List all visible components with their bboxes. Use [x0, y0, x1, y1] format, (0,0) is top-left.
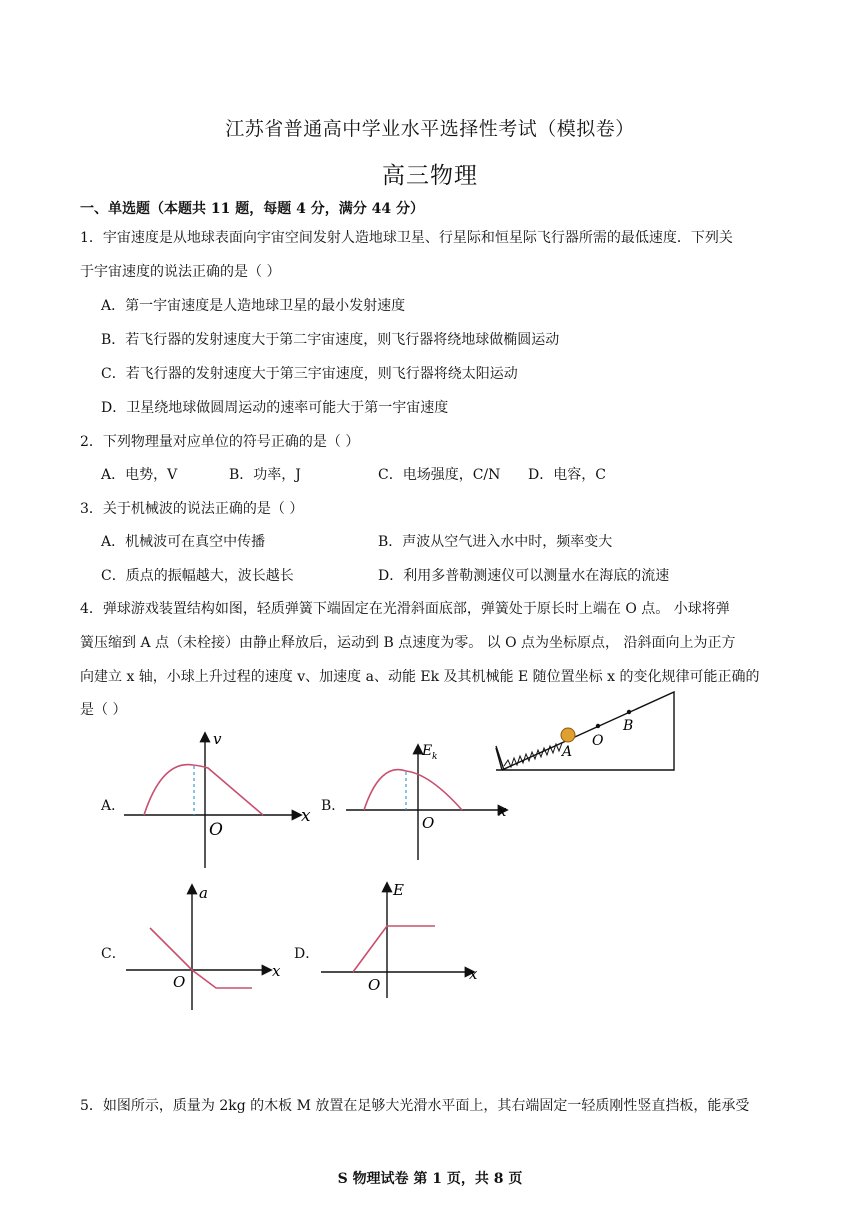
- point-o-dot: [596, 724, 600, 728]
- q4-stem-line3: 向建立 x 轴，小球上升过程的速度 v、加速度 a、动能 Ek 及其机械能 E 随位置坐标 x 的变化规律可能正确的: [80, 669, 760, 685]
- q3-option-a: A．机械波可在真空中传播: [101, 534, 266, 550]
- x-label: x: [301, 806, 311, 826]
- energy-line: [353, 926, 435, 972]
- label-o: O: [592, 733, 604, 749]
- point-b-dot: [627, 710, 631, 714]
- x-label: x: [272, 962, 281, 980]
- q3-option-b: B．声波从空气进入水中时，频率变大: [378, 534, 613, 550]
- exam-title: 江苏省普通高中学业水平选择性考试（模拟卷）: [225, 118, 635, 140]
- q4-option-a-label: A．: [101, 798, 126, 814]
- origin-label: O: [368, 976, 381, 994]
- y-label: a: [199, 884, 208, 902]
- q4-option-b-label: B．: [321, 798, 346, 814]
- label-a: A: [562, 744, 573, 760]
- q1-option-d: D．卫星绕地球做圆周运动的速率可能大于第一宇宙速度: [101, 400, 449, 416]
- q3-option-c: C．质点的振幅越大，波长越长: [101, 568, 294, 584]
- graph-d: [315, 878, 483, 1000]
- graph-a: [118, 728, 314, 870]
- x-label: x: [498, 802, 507, 820]
- q4-stem-line2: 簧压缩到 A 点（未栓接）由静止释放后，运动到 B 点速度为零。 以 O 点为坐标原点， 沿斜面向上为正方: [80, 635, 736, 651]
- graph-c: [120, 880, 282, 1014]
- page-footer: S 物理试卷 第 1 页，共 8 页: [337, 1171, 523, 1187]
- origin-label: O: [209, 820, 223, 840]
- q1-option-c: C．若飞行器的发射速度大于第三宇宙速度，则飞行器将绕太阳运动: [101, 366, 518, 382]
- q1-stem-line1: 1．宇宙速度是从地球表面向宇宙空间发射人造地球卫星、行星际和恒星际飞行器所需的最低速度．下列关: [80, 230, 733, 246]
- velocity-curve: [144, 765, 263, 815]
- q2-option-d: D．电容，C: [528, 467, 606, 483]
- q4-stem-line1: 4．弹球游戏装置结构如图，轻质弹簧下端固定在光滑斜面底部，弹簧处于原长时上端在 O 点。 小球将弹: [80, 601, 730, 617]
- y-label: E: [393, 881, 404, 899]
- q4-stem-line4: 是（ ）: [80, 702, 127, 718]
- q1-option-a: A．第一宇宙速度是人造地球卫星的最小发射速度: [101, 298, 406, 314]
- q3-option-d: D．利用多普勒测速仪可以测量水在海底的流速: [378, 568, 670, 584]
- ek-curve: [364, 770, 462, 810]
- q5-stem-line1: 5．如图所示，质量为 2kg 的木板 M 放置在足够大光滑水平面上，其右端固定一轻质刚性竖直挡板，能承受: [80, 1098, 750, 1114]
- q3-stem: 3．关于机械波的说法正确的是（ ）: [80, 501, 304, 517]
- section-heading: 一、单选题（本题共 11 题，每题 4 分，满分 44 分）: [80, 201, 424, 217]
- q4-option-d-label: D．: [294, 946, 320, 962]
- q1-option-b: B．若飞行器的发射速度大于第二宇宙速度，则飞行器将绕地球做椭圆运动: [101, 332, 560, 348]
- q2-option-b: B．功率，J: [229, 467, 301, 483]
- exam-subtitle: 高三物理: [382, 163, 478, 189]
- ball: [561, 728, 575, 742]
- origin-label: O: [173, 973, 186, 991]
- q2-stem: 2．下列物理量对应单位的符号正确的是（ ）: [80, 434, 360, 450]
- x-label: x: [469, 965, 478, 983]
- origin-label: O: [422, 814, 435, 832]
- incline-figure: [492, 688, 682, 776]
- graph-b: [340, 740, 516, 862]
- q2-option-c: C．电场强度，C/N: [378, 467, 501, 483]
- q4-option-c-label: C．: [101, 946, 126, 962]
- y-label: E: [422, 743, 433, 759]
- acceleration-line: [150, 928, 252, 988]
- q1-stem-line2: 于宇宙速度的说法正确的是（ ）: [80, 264, 281, 280]
- label-b: B: [623, 718, 634, 734]
- y-label: v: [213, 730, 222, 748]
- q2-option-a: A．电势，V: [101, 467, 178, 483]
- y-subscript: k: [432, 752, 438, 762]
